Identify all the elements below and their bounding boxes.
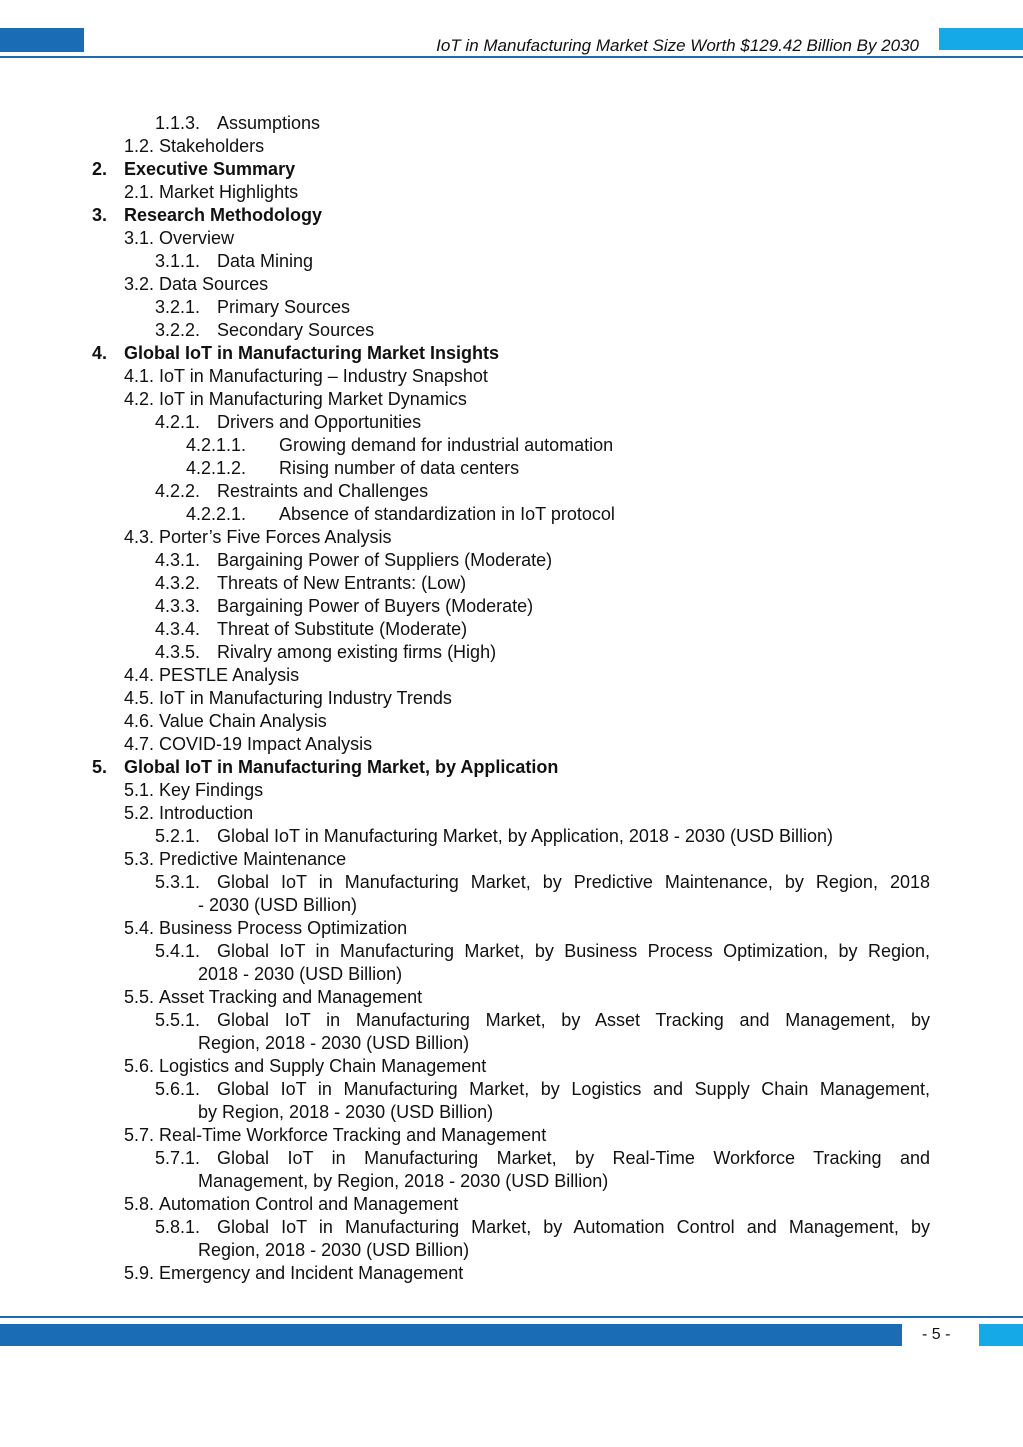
toc-entry-number: 5.4.1.: [155, 941, 201, 961]
toc-entry-number: 1.2.: [124, 136, 155, 156]
toc-entry-title: Threat of Substitute (Moderate): [217, 619, 468, 639]
toc-entry-number: 4.: [92, 343, 108, 363]
toc-entry: [186, 503, 615, 526]
toc-entry: [155, 1078, 930, 1101]
toc-entry-title: Restraints and Challenges: [217, 481, 429, 501]
toc-entry-continuation: Region, 2018 - 2030 (USD Billion): [198, 1033, 470, 1053]
toc-entry-number: 3.2.: [124, 274, 155, 294]
toc-entry-title: Absence of standardization in IoT protocol: [279, 504, 615, 524]
toc-entry: [155, 871, 930, 894]
toc-entry-title: Global IoT in Manufacturing Market, by Application, 2018 - 2030 (USD Billion): [217, 826, 833, 846]
header-title: IoT in Manufacturing Market Size Worth $129.42 Billion By 2030: [436, 36, 919, 55]
toc-entry: [124, 1055, 486, 1078]
toc-entry-title: Data Sources: [159, 274, 269, 294]
toc-entry-number: 4.3.2.: [155, 573, 201, 593]
toc-entry-number: 3.1.1.: [155, 251, 201, 271]
toc-entry-number: 4.2.1.: [155, 412, 201, 432]
toc-entry: [155, 1009, 930, 1032]
toc-entry-title: Global IoT in Manufacturing Market, by Business Process Optimization, by Region,: [217, 941, 930, 961]
toc-entry-title: Automation Control and Management: [159, 1194, 459, 1214]
toc-entry-title: Value Chain Analysis: [159, 711, 327, 731]
toc-entry-number: 5.8.1.: [155, 1217, 201, 1237]
toc-entry-title: Real-Time Workforce Tracking and Management: [159, 1125, 547, 1145]
toc-entry: [124, 365, 488, 388]
toc-entry: [124, 802, 253, 825]
footer-right-bar: [979, 1324, 1023, 1346]
toc-entry-title: Bargaining Power of Suppliers (Moderate): [217, 550, 553, 570]
toc-entry-number: 5.9.: [124, 1263, 155, 1283]
toc-entry-number: 5.3.1.: [155, 872, 201, 892]
toc-entry: [124, 986, 422, 1009]
toc-entry-number: 4.1.: [124, 366, 155, 386]
toc-entry-number: 5.5.1.: [155, 1010, 201, 1030]
toc-entry-number: 4.3.4.: [155, 619, 201, 639]
toc-entry-number: 5.2.1.: [155, 826, 201, 846]
toc-entry-number: 5.7.1.: [155, 1148, 201, 1168]
toc-entry-number: 4.4.: [124, 665, 155, 685]
toc-entry-title: Stakeholders: [159, 136, 265, 156]
toc-entry-title: IoT in Manufacturing Industry Trends: [159, 688, 452, 708]
toc-entry-title: Emergency and Incident Management: [159, 1263, 464, 1283]
toc-entry-number: 5.6.: [124, 1056, 155, 1076]
header-right-bar: [939, 28, 1023, 50]
toc-entry-title: Predictive Maintenance: [159, 849, 347, 869]
toc-entry: [124, 779, 263, 802]
toc-entry-title: Executive Summary: [124, 159, 296, 179]
toc-entry-continuation: by Region, 2018 - 2030 (USD Billion): [198, 1102, 494, 1122]
toc-entry-continuation: Region, 2018 - 2030 (USD Billion): [198, 1240, 470, 1260]
toc-entry-number: 5.3.: [124, 849, 155, 869]
toc-entry-continuation: Management, by Region, 2018 - 2030 (USD Billion): [198, 1171, 609, 1191]
toc-entry-title: Data Mining: [217, 251, 314, 271]
toc-entry-number: 3.2.1.: [155, 297, 201, 317]
toc-entry-title: Growing demand for industrial automation: [279, 435, 614, 455]
toc-entry: [92, 342, 499, 365]
header-rule: [0, 56, 1023, 58]
header-left-bar: [0, 28, 84, 52]
toc-entry: [124, 1262, 463, 1285]
toc-entry-number: 3.2.2.: [155, 320, 201, 340]
toc-entry-title: Rivalry among existing firms (High): [217, 642, 497, 662]
toc-entry: [124, 848, 346, 871]
toc-entry-number: 3.1.: [124, 228, 155, 248]
toc-entry-number: 2.1.: [124, 182, 155, 202]
toc-entry-title: IoT in Manufacturing – Industry Snapshot: [159, 366, 488, 386]
toc-entry-title: Assumptions: [217, 113, 321, 133]
toc-entry: [155, 250, 313, 273]
toc-entry-title: Drivers and Opportunities: [217, 412, 422, 432]
footer-rule: [0, 1316, 1023, 1318]
toc-entry-title: Introduction: [159, 803, 254, 823]
toc-entry-number: 3.: [92, 205, 108, 225]
toc-entry-number: 4.2.2.: [155, 481, 201, 501]
toc-entry-continuation: 2018 - 2030 (USD Billion): [198, 964, 403, 984]
toc-entry-title: IoT in Manufacturing Market Dynamics: [159, 389, 467, 409]
toc-entry-number: 4.3.5.: [155, 642, 201, 662]
toc-entry-title: Global IoT in Manufacturing Market, by Application: [124, 757, 559, 777]
toc-entry-number: 4.6.: [124, 711, 155, 731]
toc-entry-number: 5.5.: [124, 987, 155, 1007]
toc-entry: [92, 204, 322, 227]
toc-entry: [124, 687, 452, 710]
toc-entry-title: Asset Tracking and Management: [159, 987, 423, 1007]
page-number: - 5 -: [922, 1326, 951, 1343]
toc-entry: [155, 940, 930, 963]
toc-entry: [124, 135, 264, 158]
toc-entry-title: COVID-19 Impact Analysis: [159, 734, 373, 754]
toc-entry: [124, 664, 299, 687]
toc-entry: [124, 388, 467, 411]
toc-entry-number: 2.: [92, 159, 108, 179]
toc-entry: [124, 733, 372, 756]
toc-entry: [155, 480, 428, 503]
toc-entry: [92, 756, 558, 779]
toc-entry: [155, 319, 374, 342]
toc-entry: [155, 595, 533, 618]
toc-entry-title: Global IoT in Manufacturing Market, by Predictive Maintenance, by Region, 2018: [217, 872, 930, 892]
toc-entry-number: 5.7.: [124, 1125, 155, 1145]
toc-entry: [124, 1124, 546, 1147]
toc-entry-title: Global IoT in Manufacturing Market Insights: [124, 343, 500, 363]
toc-entry-number: 4.2.2.1.: [186, 504, 247, 524]
toc-entry-number: 1.1.3.: [155, 113, 201, 133]
toc-entry-title: Primary Sources: [217, 297, 351, 317]
toc-entry: [155, 112, 320, 135]
toc-entry: [155, 296, 350, 319]
toc-entry-number: 4.2.1.1.: [186, 435, 247, 455]
toc-entry: [124, 526, 391, 549]
toc-entry-title: Global IoT in Manufacturing Market, by Real-Time Workforce Tracking and: [217, 1148, 930, 1168]
toc-entry-title: Global IoT in Manufacturing Market, by Automation Control and Management, by: [217, 1217, 930, 1237]
toc-entry-title: Key Findings: [159, 780, 264, 800]
toc-entry: [124, 1193, 458, 1216]
toc-entry-title: Bargaining Power of Buyers (Moderate): [217, 596, 534, 616]
toc-entry: [155, 1147, 930, 1170]
toc-entry-title: Secondary Sources: [217, 320, 375, 340]
toc-entry-number: 4.5.: [124, 688, 155, 708]
toc-entry: [124, 710, 327, 733]
toc-entry: [155, 411, 421, 434]
toc-entry-number: 4.7.: [124, 734, 155, 754]
toc-entry-number: 5.6.1.: [155, 1079, 201, 1099]
toc-entry-number: 4.2.: [124, 389, 155, 409]
toc-entry-title: Rising number of data centers: [279, 458, 520, 478]
toc-entry: [155, 825, 833, 848]
toc-entry-number: 5.1.: [124, 780, 155, 800]
toc-entry: [155, 572, 466, 595]
footer-bar: [0, 1324, 902, 1346]
toc-entry: [124, 917, 407, 940]
toc-entry-title: Threats of New Entrants: (Low): [217, 573, 467, 593]
toc-entry: [186, 434, 613, 457]
toc-entry-title: PESTLE Analysis: [159, 665, 300, 685]
toc-entry-number: 4.3.3.: [155, 596, 201, 616]
toc-entry-continuation: - 2030 (USD Billion): [198, 895, 358, 915]
toc-entry-title: Porter’s Five Forces Analysis: [159, 527, 392, 547]
toc-entry: [155, 618, 467, 641]
toc-entry: [186, 457, 519, 480]
toc-entry: [124, 273, 268, 296]
toc-entry: [124, 227, 234, 250]
toc-entry-number: 5.8.: [124, 1194, 155, 1214]
toc-entry-number: 4.3.1.: [155, 550, 201, 570]
toc-entry: [124, 181, 298, 204]
toc-entry: [155, 549, 552, 572]
toc-entry-title: Logistics and Supply Chain Management: [159, 1056, 487, 1076]
toc-entry: [92, 158, 295, 181]
toc-entry-title: Global IoT in Manufacturing Market, by Logistics and Supply Chain Management,: [217, 1079, 930, 1099]
toc-entry-number: 5.: [92, 757, 108, 777]
toc-entry-title: Market Highlights: [159, 182, 299, 202]
toc-entry-title: Global IoT in Manufacturing Market, by Asset Tracking and Management, by: [217, 1010, 930, 1030]
toc-entry: [155, 641, 496, 664]
toc-entry-number: 4.3.: [124, 527, 155, 547]
toc-entry-title: Overview: [159, 228, 235, 248]
toc-entry-number: 5.2.: [124, 803, 155, 823]
toc-entry-number: 5.4.: [124, 918, 155, 938]
toc-entry-title: Research Methodology: [124, 205, 323, 225]
toc-entry-number: 4.2.1.2.: [186, 458, 247, 478]
toc-entry: [155, 1216, 930, 1239]
toc-entry-title: Business Process Optimization: [159, 918, 408, 938]
